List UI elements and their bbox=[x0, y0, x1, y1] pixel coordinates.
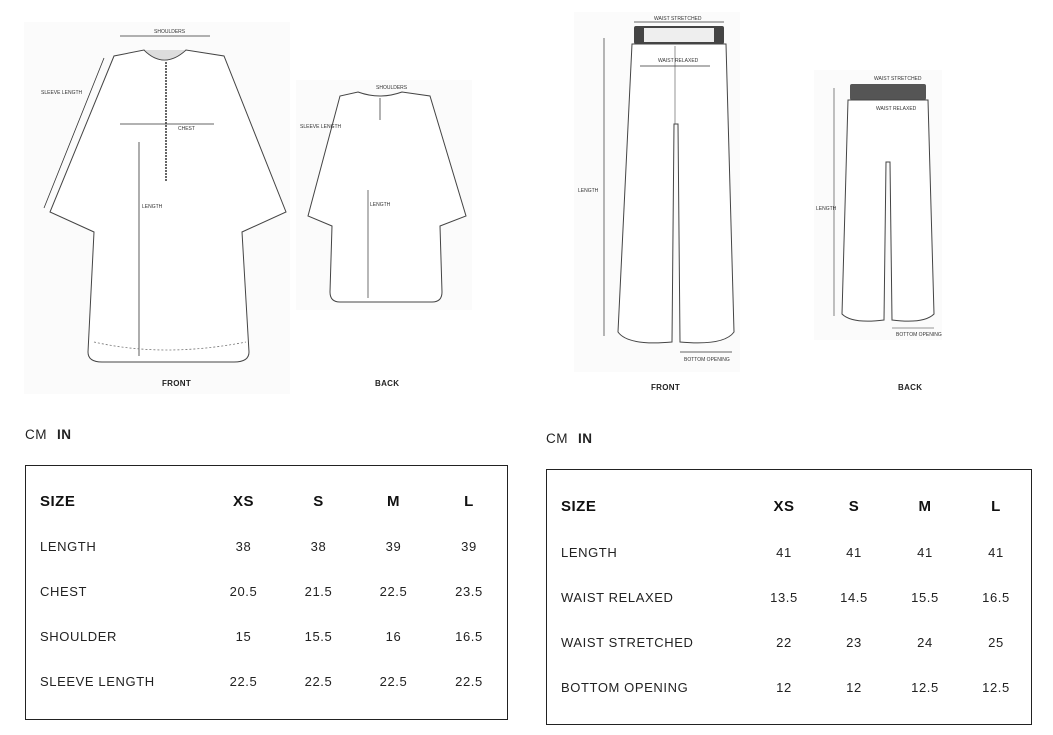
annotation-length: LENGTH bbox=[142, 204, 163, 210]
table-row bbox=[547, 530, 1031, 575]
cell: 20.5 bbox=[229, 584, 258, 599]
table-row bbox=[26, 569, 507, 614]
top-size-table bbox=[25, 465, 508, 720]
annotation-bottom-opening: BOTTOM OPENING bbox=[684, 357, 730, 363]
table-row bbox=[26, 614, 507, 659]
pants-back-label: BACK bbox=[898, 383, 923, 392]
cell: 41 bbox=[988, 545, 1004, 560]
header-xs: XS bbox=[773, 497, 795, 515]
unit-cm-option[interactable]: CM bbox=[546, 431, 568, 446]
cell: 41 bbox=[776, 545, 792, 560]
row-label: CHEST bbox=[40, 584, 88, 599]
annotation-back-waist-relaxed: WAIST RELAXED bbox=[876, 106, 917, 112]
annotation-back-shoulders: SHOULDERS bbox=[376, 85, 408, 91]
cell: 14.5 bbox=[840, 590, 868, 605]
pants-size-guide bbox=[520, 0, 1053, 735]
table-row bbox=[547, 620, 1031, 665]
row-label: LENGTH bbox=[40, 539, 97, 554]
table-row bbox=[26, 659, 507, 704]
annotation-back-sleeve: SLEEVE LENGTH bbox=[300, 124, 342, 130]
row-label: LENGTH bbox=[561, 545, 618, 560]
cell: 22.5 bbox=[304, 674, 333, 689]
cell: 12 bbox=[846, 680, 862, 695]
pants-back-sketch bbox=[814, 70, 942, 340]
header-m: M bbox=[918, 497, 932, 515]
header-s: S bbox=[313, 492, 324, 510]
cell: 12.5 bbox=[982, 680, 1010, 695]
table-row bbox=[547, 665, 1031, 710]
annotation-waist-stretched: WAIST STRETCHED bbox=[654, 16, 702, 22]
unit-in-option[interactable]: IN bbox=[57, 427, 72, 442]
pants-front-label: FRONT bbox=[651, 383, 681, 392]
row-label: WAIST RELAXED bbox=[561, 590, 674, 605]
cell: 12.5 bbox=[911, 680, 939, 695]
cell: 39 bbox=[385, 539, 402, 554]
cell: 23 bbox=[846, 635, 862, 650]
header-xs: XS bbox=[232, 492, 254, 510]
cell: 38 bbox=[235, 539, 252, 554]
cell: 41 bbox=[846, 545, 862, 560]
cell: 38 bbox=[310, 539, 327, 554]
top-front-label: FRONT bbox=[162, 379, 192, 388]
top-front-sketch bbox=[24, 22, 290, 394]
annotation-back-bottom-opening: BOTTOM OPENING bbox=[896, 332, 942, 338]
cell: 22 bbox=[776, 635, 792, 650]
cell: 15.5 bbox=[911, 590, 939, 605]
annotation-shoulders: SHOULDERS bbox=[154, 29, 186, 35]
top-unit-toggle bbox=[25, 427, 72, 442]
header-l: L bbox=[464, 492, 474, 510]
annotation-back-length: LENGTH bbox=[816, 206, 837, 212]
pants-unit-toggle bbox=[546, 431, 593, 446]
header-size: SIZE bbox=[561, 497, 597, 515]
annotation-chest: CHEST bbox=[178, 126, 195, 132]
annotation-pants-length: LENGTH bbox=[578, 188, 599, 194]
annotation-back-waist-stretched: WAIST STRETCHED bbox=[874, 76, 922, 82]
cell: 41 bbox=[917, 545, 933, 560]
cell: 22.5 bbox=[379, 674, 408, 689]
top-back-label: BACK bbox=[375, 379, 400, 388]
header-s: S bbox=[848, 497, 860, 515]
cell: 12 bbox=[776, 680, 792, 695]
row-label: WAIST STRETCHED bbox=[561, 635, 694, 650]
cell: 22.5 bbox=[455, 674, 483, 689]
cell: 24 bbox=[917, 635, 933, 650]
cell: 15.5 bbox=[304, 629, 333, 644]
table-row bbox=[547, 575, 1031, 620]
header-size: SIZE bbox=[40, 492, 76, 510]
cell: 25 bbox=[988, 635, 1004, 650]
cell: 21.5 bbox=[304, 584, 333, 599]
unit-cm-option[interactable]: CM bbox=[25, 427, 47, 442]
row-label: SLEEVE LENGTH bbox=[40, 674, 155, 689]
cell: 16 bbox=[385, 629, 402, 644]
cell: 22.5 bbox=[229, 674, 258, 689]
annotation-sleeve-length: SLEEVE LENGTH bbox=[41, 90, 83, 96]
cell: 16.5 bbox=[982, 590, 1010, 605]
header-m: M bbox=[387, 492, 400, 510]
cell: 13.5 bbox=[770, 590, 798, 605]
annotation-waist-relaxed: WAIST RELAXED bbox=[658, 58, 699, 64]
cell: 16.5 bbox=[455, 629, 483, 644]
cell: 15 bbox=[235, 629, 252, 644]
cell: 23.5 bbox=[455, 584, 483, 599]
top-back-sketch bbox=[296, 80, 472, 310]
pants-size-table bbox=[546, 469, 1032, 725]
table-header-row bbox=[26, 466, 507, 524]
header-l: L bbox=[991, 497, 1001, 515]
table-header-row bbox=[547, 470, 1031, 530]
top-size-guide bbox=[0, 0, 520, 735]
cell: 39 bbox=[461, 539, 477, 554]
row-label: BOTTOM OPENING bbox=[561, 680, 689, 695]
row-label: SHOULDER bbox=[40, 629, 118, 644]
unit-in-option[interactable]: IN bbox=[578, 431, 593, 446]
annotation-back-length: LENGTH bbox=[370, 202, 391, 208]
table-row bbox=[26, 524, 507, 569]
cell: 22.5 bbox=[379, 584, 408, 599]
pants-front-sketch bbox=[574, 12, 740, 372]
